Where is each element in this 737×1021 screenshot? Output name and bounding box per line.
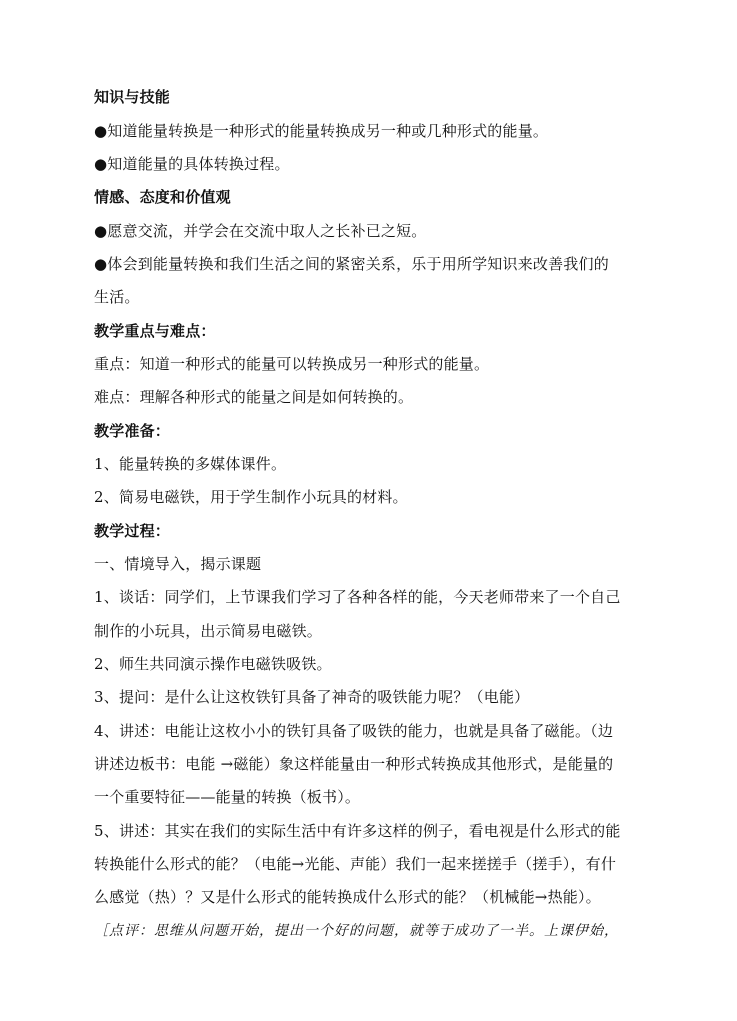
bullet-energy-conversion-definition: ●知道能量转换是一种形式的能量转换成另一种或几种形式的能量。: [94, 122, 549, 140]
bullet-communication: ●愿意交流，并学会在交流中取人之长补已之短。: [94, 222, 427, 240]
prep-item-1: 1、能量转换的多媒体课件。: [94, 455, 287, 473]
bullet-conversion-process: ●知道能量的具体转换过程。: [94, 155, 290, 173]
step-2: 2、师生共同演示操作电磁铁吸铁。: [94, 655, 332, 673]
text-key-point: 重点：知道一种形式的能量可以转换成另一种形式的能量。: [94, 355, 490, 373]
comment-note: ［点评：思维从问题开始，提出一个好的问题，就等于成功了一半。上课伊始，: [94, 923, 619, 939]
step-3: 3、提问：是什么让这枚铁钉具备了神奇的吸铁能力呢？（电能）: [94, 688, 530, 706]
section-intro-title: 一、情境导入，揭示课题: [94, 555, 262, 573]
step-1-line-2: 制作的小玩具，出示简易电磁铁。: [94, 622, 323, 640]
heading-teaching-process: 教学过程：: [94, 522, 171, 540]
bullet-life-relation: ●体会到能量转换和我们生活之间的紧密关系，乐于用所学知识来改善我们的: [94, 255, 609, 273]
step-4-line-2: 讲述边板书：电能 →磁能）象这样能量由一种形式转换成其他形式，是能量的: [94, 755, 614, 773]
step-5-line-3: 么感觉（热）？又是什么形式的能转换成什么形式的能？（机械能→热能）。: [94, 888, 601, 906]
text-difficulty: 难点：理解各种形式的能量之间是如何转换的。: [94, 388, 414, 406]
heading-preparation: 教学准备：: [94, 422, 171, 440]
step-4-line-3: 一个重要特征——能量的转换（板书）。: [94, 788, 361, 806]
step-5-line-1: 5、讲述：其实在我们的实际生活中有许多这样的例子，看电视是什么形式的能: [94, 822, 621, 840]
step-5-line-2: 转换能什么形式的能？（电能→光能、声能）我们一起来搓搓手（搓手），有什: [94, 855, 617, 873]
heading-emotion-attitude-values: 情感、态度和价值观: [94, 188, 231, 206]
heading-key-points-difficulties: 教学重点与难点：: [94, 322, 216, 340]
heading-knowledge-skills: 知识与技能: [94, 88, 171, 106]
step-1-line-1: 1、谈话：同学们，上节课我们学习了各种各样的能，今天老师带来了一个自己: [94, 588, 621, 606]
prep-item-2: 2、简易电磁铁，用于学生制作小玩具的材料。: [94, 488, 408, 506]
text-line-life: 生活。: [94, 288, 140, 306]
step-4-line-1: 4、讲述：电能让这枚小小的铁钉具备了吸铁的能力，也就是具备了磁能。（边: [94, 722, 614, 740]
